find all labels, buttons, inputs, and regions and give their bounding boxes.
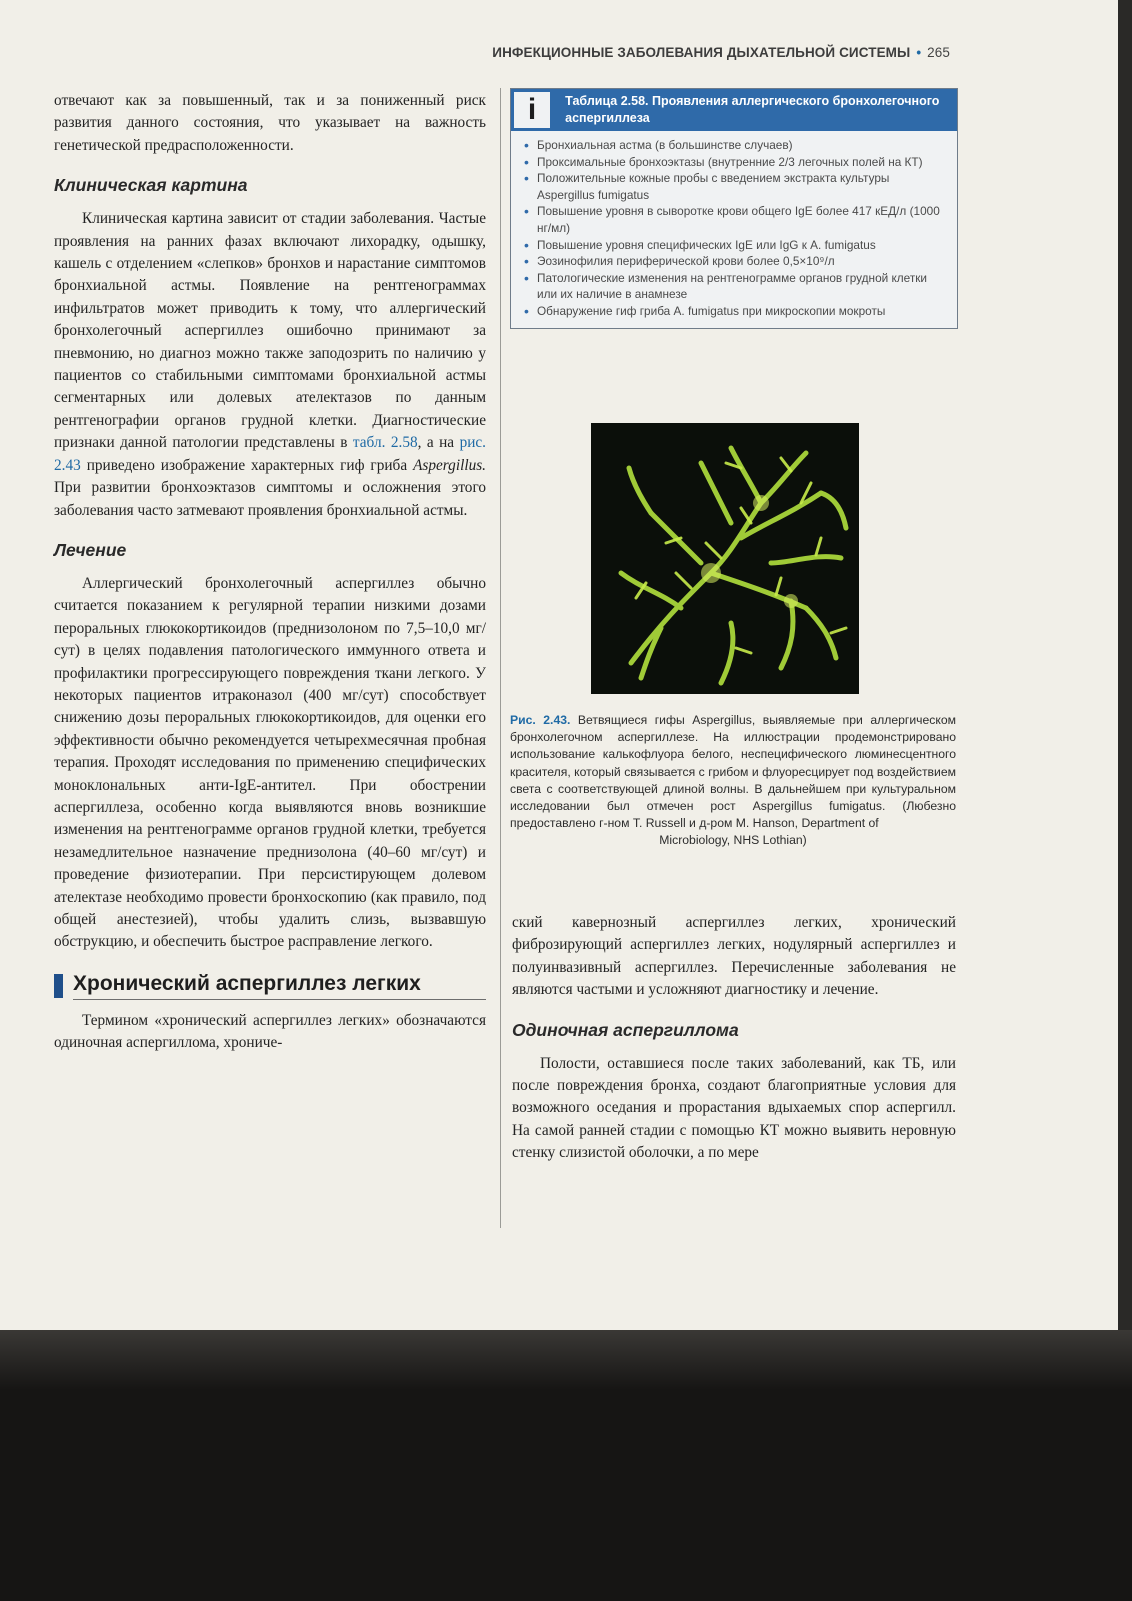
chronic-section-heading [54,972,486,1000]
figure-caption [510,712,956,850]
info-icon [514,92,550,128]
running-header-title: ИНФЕКЦИОННЫЕ ЗАБОЛЕВАНИЯ ДЫХАТЕЛЬНОЙ СИСТЕМЫ [492,45,911,60]
figure-reference-link[interactable]: рис. 2.43 [54,434,487,474]
list-item: • Обнаружение гиф гриба A. fumigatus при микроскопии мокроты [521,303,947,320]
clinical-text-4: При развитии бронхоэктазов симптомы и осложнения этого заболевания часто затмевают проявления бронхиальной астмы. [54,479,486,519]
aspergilloma-text: Полости, оставшиеся после таких заболеваний, как ТБ, или после повреждения бронха, создают благоприятные условия для возможного оседания и прорастания вдыхаемых спор аспергилл. На самой ранней стадии с помощью КТ можно выявить неровную стенку слизистой оболочки, а по мере [512,1054,956,1162]
intro-paragraph: отвечают как за повышенный, так и за пониженный риск развития данного состояния, что указывает на важность генетической предрасположенности. [54,92,486,154]
list-item: • Патологические изменения на рентгенограмме органов грудной клетки или их наличие в анамнезе [521,270,947,303]
clinical-paragraph [54,208,486,522]
running-header-separator: • [916,45,922,60]
list-item: • Бронхиальная астма (в большинстве случаев) [521,137,947,154]
chronic-text: Термином «хронический аспергиллез легких» обозначаются одиночная аспергиллома, хрониче- [54,1011,486,1052]
list-item: • Эозинофилия периферической крови более 0,5×10⁹/л [521,253,947,270]
aspergilloma-paragraph [512,1053,956,1165]
aspergilloma-heading: Одиночная аспергиллома [512,1019,739,1040]
continuation-paragraph: ский кавернозный аспергиллез легких, хронический фиброзирующий аспергиллез легких, нодулярный аспергиллез и полуинвазивный аспергиллез. Перечисленные заболевания не являются частыми и усложняют диагностику и лечение. [512,914,956,999]
chronic-paragraph [54,1010,486,1055]
figure-caption-end: Microbiology, NHS Lothian) [659,833,807,848]
treatment-paragraph [54,573,486,954]
running-header [380,45,950,60]
chronic-heading-text: Хронический аспергиллез легких [73,972,486,1000]
figure-caption-text: Ветвящиеся гифы Aspergillus, выявляемые при аллергическом бронхолегочном аспергиллезе. На иллюстрации продемонстрировано использование калькофлуора белого, неспецифического люминесцентного красителя, который связывается с грибом и флуоресцирует под воздействием света с соответствующей длиной волны. В дальнейшем при культуральном исследовании был отмечен рост Aspergillus fumigatus. (Любезно предоставлено г-ном T. Russell и д-ром M. Hanson, Department of [510,713,956,831]
aspergillus-term: Aspergillus. [413,456,487,474]
scanner-background [0,1330,1132,1390]
info-table-box [510,88,958,329]
clinical-text-2: , а на [417,434,455,452]
clinical-heading: Клиническая картина [54,175,248,196]
info-table-list [511,131,957,328]
page-number: 265 [927,45,950,60]
info-table-header [511,89,957,131]
list-item: • Проксимальные бронхоэктазы (внутренние 2/3 легочных полей на КТ) [521,154,947,171]
hyphae-micrograph [591,423,859,694]
column-divider [500,88,501,1228]
table-reference-link[interactable]: табл. 2.58 [352,434,418,452]
info-table-title: Таблица 2.58. Проявления аллергического бронхолегочного аспергиллеза [565,94,940,125]
clinical-text-1: Клиническая картина зависит от стадии заболевания. Частые проявления на ранних фазах включают лихорадку, одышку, кашель с отделением «слепков» бронхов и нарастание симптомов бронхиальной астмы. Появление на рентгенограммах инфильтратов может приводить к тому, что аллергический бронхолегочный аспергиллез ошибочно принимают за пневмонию, но диагноз можно также заподозрить по наличию у пациентов со стабильными симптомами бронхиальной астмы сегментарных или долевых ателектазов по данным рентгенографии органов грудной клетки. Диагностические признаки данной патологии представлены в [54,210,486,452]
list-item: • Повышение уровня специфических IgE или IgG к A. fumigatus [521,237,947,254]
clinical-text-3: приведено изображение характерных гиф гриба [86,456,408,474]
list-item: • Повышение уровня в сыворотке крови общего IgE более 417 кЕД/л (1000 нг/мл) [521,203,947,236]
page-edge-shadow [1118,0,1132,1340]
section-marker [54,974,63,998]
left-column [54,90,486,1055]
list-item: • Положительные кожные пробы с введением экстракта культуры Aspergillus fumigatus [521,170,947,203]
treatment-text: Аллергический бронхолегочный аспергиллез обычно считается показанием к регулярной терапии низкими дозами пероральных глюкокортикоидов (преднизолоном по 7,5–10,0 мг/сут) в целях подавления патологического иммунного ответа и профилактики прогрессирующего повреждения ткани легкого. У некоторых пациентов итраконазол (400 мг/сут) способствует снижению дозы пероральных глюкокортикоидов, для оценки его эффективности обычно рекомендуется четырехмесячная пробная терапия. Проходят исследования по применению специфических моноклональных анти-IgE-антител. При обострении аспергиллеза, особенно когда выявляются вновь возникшие изменения на рентгенограмме органов грудной клетки, требуется незамедлительное назначение преднизолона (40–60 мг/сут) и проведение физиотерапии. При персистирующем долевом ателектазе необходимо провести бронхоскопию (как правило, под общей анестезией), чтобы удалить слизь, вызвавшую обструкцию, и обеспечить быстрое расправление легкого. [54,574,486,951]
treatment-heading: Лечение [54,539,127,560]
figure-label: Рис. 2.43. [510,713,571,727]
info-icon-glyph: i [527,93,537,126]
right-column-text [512,912,956,1165]
fungal-hyphae-image [591,423,859,694]
